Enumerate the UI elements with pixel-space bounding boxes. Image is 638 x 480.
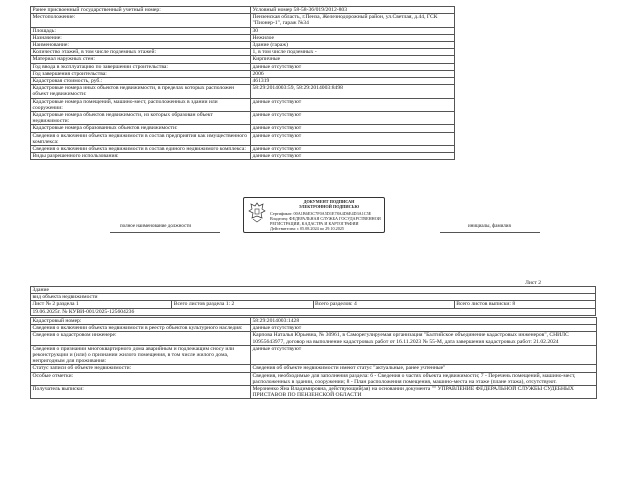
sheet-number: Лист 2 — [525, 280, 541, 286]
row-label: Виды разрешенного использования: — [31, 153, 251, 160]
row-label: Год завершения строительства: — [31, 70, 251, 77]
row-label: Особые отметки: — [31, 372, 251, 385]
row-value: 58:29:2014003:59, 58:29:2014003:8498 — [251, 85, 455, 98]
coat-of-arms-icon — [248, 201, 266, 223]
row-label: Площадь: — [31, 27, 251, 34]
row-label: Статус записи об объекте недвижимости: — [31, 365, 251, 372]
cadastral-number-label: Кадастровый номер: — [31, 318, 251, 325]
table-row — [31, 78, 455, 85]
row-label: Сведения о включении объекта недвижимости в состав предприятия как имущественного комплекса: — [31, 132, 251, 145]
table-row — [31, 325, 597, 332]
table-row — [31, 372, 597, 385]
row-label: Местоположение: — [31, 14, 251, 27]
stamp-line: РЕГИСТРАЦИИ, КАДАСТРА И КАРТОГРАФИИ — [270, 222, 359, 226]
stamp-line: Действителен: с 05.08.2024 по 29.10.2025 — [270, 227, 345, 231]
row-value: данные отсутствуют — [251, 112, 455, 125]
row-value: Сведения, необходимые для заполнения раздела: 6 - Сведения о частях объекта недвижимости; 7 - Перечень помещений, машино-мест, расположенных в здании, сооружении; 8 - План расположения помещения, машино-места на этаже (плане этажа), отсутствуют. — [251, 372, 597, 385]
row-value: Условный номер 58-58-36/019/2012-803 — [251, 7, 455, 14]
cadastral-number-value: 58:29:2014003:1428 — [251, 318, 597, 325]
row-value: Сведения об объекте недвижимости имеют статус "актуальные, ранее учтенные" — [251, 365, 597, 372]
section1-table — [30, 6, 455, 160]
table-row — [31, 70, 455, 77]
sheets-in-section: Всего листов раздела 1: 2 — [172, 301, 313, 308]
table-row — [31, 7, 455, 14]
position-line — [110, 232, 220, 233]
row-label: Наименование: — [31, 42, 251, 49]
row-value: 30 — [251, 27, 455, 34]
row-value: Здание (гараж) — [251, 42, 455, 49]
name-line — [440, 232, 540, 233]
name-caption: инициалы, фамилия — [468, 224, 511, 229]
section2-header-table — [30, 286, 596, 316]
row-label: Кадастровые номера иных объектов недвижимости, в пределах которых расположен объект недвижимости: — [31, 85, 251, 98]
row-label: Сведения о включении объекта недвижимости в реестр объектов культурного наследия: — [31, 325, 251, 332]
table-row — [31, 365, 597, 372]
row-value: 461319 — [251, 78, 455, 85]
stamp-line: Сертификат: 00A1B6E3C7F0A5D1E78A4D6E4D3A1C5E — [270, 212, 372, 216]
row-value: данные отсутствуют — [251, 146, 455, 153]
row-value: данные отсутствуют — [251, 345, 597, 365]
table-row — [31, 14, 455, 27]
table-row — [31, 49, 455, 56]
table-row — [31, 132, 455, 145]
row-label: Кадастровая стоимость, руб.: — [31, 78, 251, 85]
row-label: Материал наружных стен: — [31, 56, 251, 63]
row-label: Получатель выписки: — [31, 386, 251, 399]
sheet-of-section: Лист № 2 раздела 1 — [31, 301, 172, 308]
stamp-title: ДОКУМЕНТ ПОДПИСАН ЭЛЕКТРОННОЙ ПОДПИСЬЮ — [298, 199, 360, 209]
row-value: данные отсутствуют — [251, 125, 455, 132]
row-value: данные отсутствуют — [251, 132, 455, 145]
table-row — [31, 153, 455, 160]
row-value: данные отсутствуют — [251, 98, 455, 111]
table-row — [31, 98, 455, 111]
row-label: Сведения о кадастровом инженере: — [31, 332, 251, 345]
table-row — [31, 42, 455, 49]
table-row — [31, 27, 455, 34]
table-row — [31, 345, 597, 365]
table-row — [31, 332, 597, 345]
row-value: данные отсутствуют — [251, 325, 597, 332]
row-label: Сведения о включении объекта недвижимости в состав единого недвижимого комплекса: — [31, 146, 251, 153]
table-row — [31, 146, 455, 153]
electronic-signature-stamp — [243, 197, 385, 233]
row-label: Кадастровые номера образованных объектов недвижимости: — [31, 125, 251, 132]
row-value: 2006 — [251, 70, 455, 77]
row-value: Кирпичные — [251, 56, 455, 63]
table-row — [31, 56, 455, 63]
table-row — [31, 63, 455, 70]
row-label: Назначение: — [31, 34, 251, 41]
section2-table — [30, 317, 597, 399]
table-row — [31, 125, 455, 132]
row-value: Мерзненко Яна Владимировна, действующий(ая) на основании документа "" УПРАВЛЕНИЕ ФЕДЕРАЛЬНОЙ СЛУЖБЫ СУДЕБНЫХ ПРИСТАВОВ ПО ПЕНЗЕНСКОЙ ОБЛАСТИ — [251, 386, 597, 399]
row-value: данные отсутствуют — [251, 153, 455, 160]
row-label: Ранее присвоенный государственный учетный номер: — [31, 7, 251, 14]
row-label: Сведения о признании многоквартирного дома аварийным и подлежащим сносу или реконструкции и (или) о признании жилого помещения, в том числе жилого дома, непригодным для проживания: — [31, 345, 251, 365]
table-row — [31, 85, 455, 98]
table-row — [31, 112, 455, 125]
object-type-caption: вид объекта недвижимости — [31, 294, 596, 301]
row-value: Пензенская область, г.Пенза, Железнодорожный район, ул.Светлая, д.44, ГСК "Пионер-1", гараж №34 — [251, 14, 455, 27]
sections-count: Всего разделов: 4 — [313, 301, 454, 308]
row-value: данные отсутствуют — [251, 63, 455, 70]
table-row — [31, 34, 455, 41]
row-label: Кадастровые номера помещений, машино-мест, расположенных в здании или сооружении: — [31, 98, 251, 111]
sheets-total: Всего листов выписки: 8 — [454, 301, 595, 308]
object-type: Здание — [31, 287, 596, 294]
row-value: Нежилое — [251, 34, 455, 41]
stamp-line: Владелец: ФЕДЕРАЛЬНАЯ СЛУЖБА ГОСУДАРСТВЕННОЙ — [270, 217, 381, 221]
row-label: Количество этажей, в том числе подземных этажей: — [31, 49, 251, 56]
row-value: 1, в том числе подземных - — [251, 49, 455, 56]
row-label: Год ввода в эксплуатацию по завершении строительства: — [31, 63, 251, 70]
row-label: Кадастровые номера объектов недвижимости, из которых образован объект недвижимости: — [31, 112, 251, 125]
row-value: Карпова Наталья Юрьевна, № 30961, в Саморегулируемая организация "Балтийское объединение кадастровых инженеров", СНИЛС 10955643977, договор на выполнение кадастровых работ от 16.11.2023 № 55-М, дата завершения кадастровых работ: 21.02.2024 — [251, 332, 597, 345]
position-caption: полное наименование должности — [120, 224, 192, 229]
table-row — [31, 386, 597, 399]
extract-date-number: 19.06.2025г. № КУВИ-001/2025-125604236 — [31, 308, 596, 315]
